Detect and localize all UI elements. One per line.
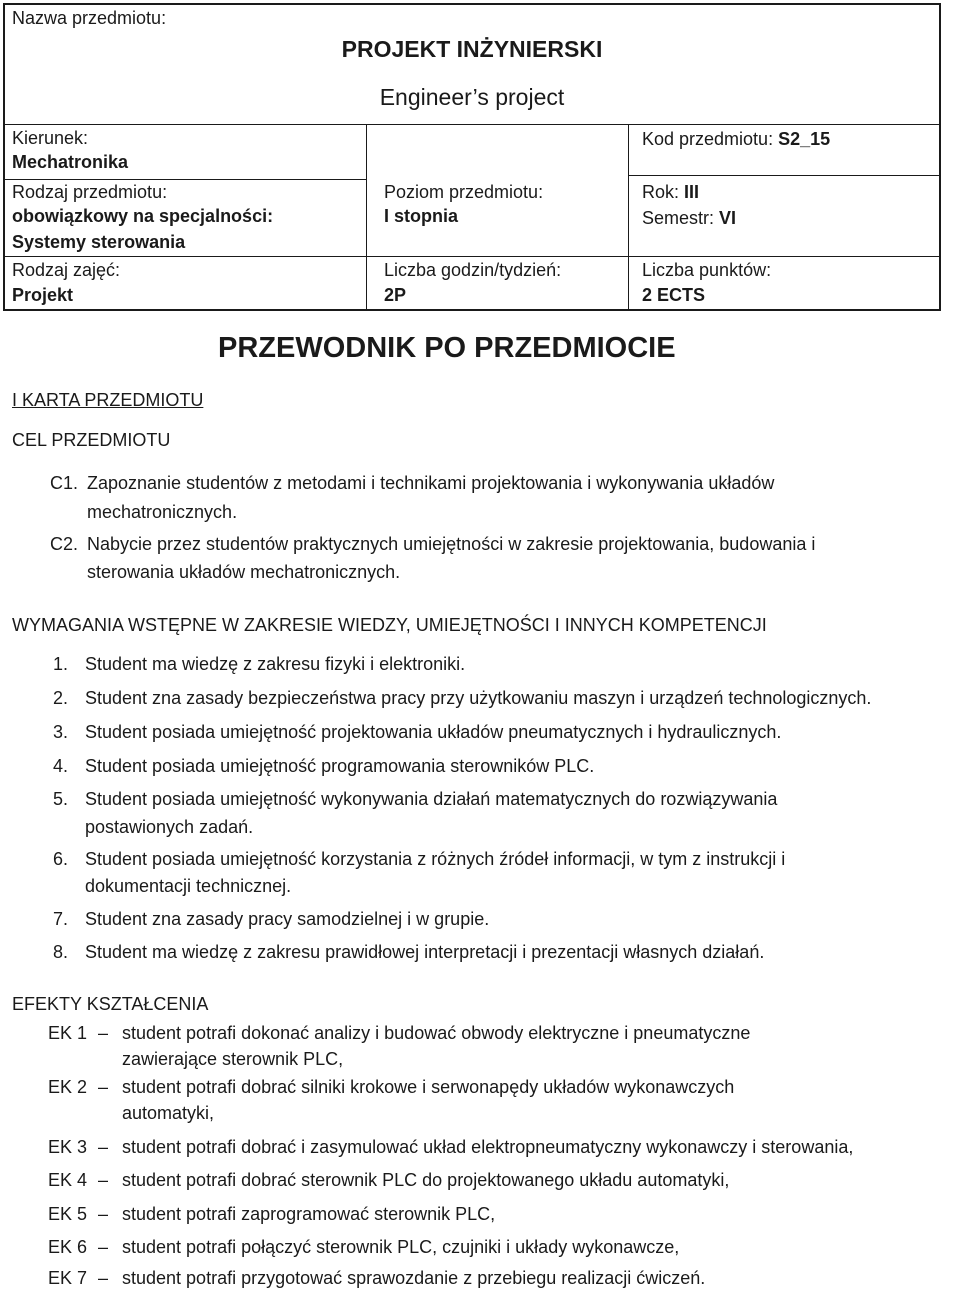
outcome-code: EK 5 (48, 1204, 88, 1224)
semester-value: VI (719, 208, 737, 228)
subject-type-label: Rodzaj przedmiotu: (12, 182, 168, 202)
outcome-code: EK 3 (48, 1137, 88, 1157)
points-label: Liczba punktów: (642, 260, 772, 280)
level-label: Poziom przedmiotu: (384, 182, 544, 202)
goal-id: C2. (50, 534, 79, 554)
goal-text-cont: mechatronicznych. (87, 502, 238, 522)
goal-id: C1. (50, 473, 79, 493)
requirements-title: WYMAGANIA WSTĘPNE W ZAKRESIE WIEDZY, UMIEJĘTNOŚCI I INNYCH KOMPETENCJI (12, 615, 767, 635)
outcome-code: EK 2 (48, 1077, 88, 1097)
course-code-label: Kod przedmiotu: (642, 129, 779, 149)
course-name-label: Nazwa przedmiotu: (12, 8, 167, 28)
outcome-text: student potrafi dobrać silniki krokowe i serwonapędy układów wykonawczych (122, 1077, 735, 1097)
requirement-text: Student zna zasady pracy samodzielnej i w grupie. (85, 909, 490, 929)
outcome-text-cont: automatyki, (122, 1103, 215, 1123)
outcome-text: student potrafi dokonać analizy i budować obwody elektryczne i pneumatyczne (122, 1023, 751, 1043)
requirement-number: 3. (52, 722, 68, 742)
guide-title: PRZEWODNIK PO PRZEDMIOCIE (218, 332, 676, 364)
goal-text: Nabycie przez studentów praktycznych umiejętności w zakresie projektowania, budowania i (87, 534, 816, 554)
requirement-text: Student posiada umiejętność programowania sterowników PLC. (85, 756, 595, 776)
outcome-text-cont: zawierające sterownik PLC, (122, 1049, 344, 1069)
outcome-text: student potrafi zaprogramować sterownik PLC, (122, 1204, 496, 1224)
outcomes-title: EFEKTY KSZTAŁCENIA (12, 994, 209, 1014)
points-value: 2 ECTS (642, 285, 706, 305)
course-code (642, 129, 830, 150)
goal-text: Zapoznanie studentów z metodami i technikami projektowania i wykonywania układów (87, 473, 775, 493)
outcome-code: EK 1 (48, 1023, 88, 1043)
field-label: Kierunek: (12, 128, 89, 148)
outcome-dash: – (98, 1137, 109, 1157)
outcome-dash: – (98, 1170, 109, 1190)
year (642, 182, 699, 203)
requirement-text-cont: postawionych zadań. (85, 817, 254, 837)
requirement-text: Student zna zasady bezpieczeństwa pracy przy użytkowaniu maszyn i urządzeń technologicznych. (85, 688, 872, 708)
requirement-number: 6. (52, 849, 68, 869)
semester (642, 208, 736, 229)
requirement-text: Student ma wiedzę z zakresu prawidłowej interpretacji i prezentacji własnych działań. (85, 942, 765, 962)
goal-text-cont: sterowania układów mechatronicznych. (87, 562, 401, 582)
requirement-number: 2. (52, 688, 68, 708)
hours-value: 2P (384, 285, 407, 305)
requirement-text-cont: dokumentacji technicznej. (85, 876, 292, 896)
field-value: Mechatronika (12, 152, 129, 172)
year-label: Rok: (642, 182, 685, 202)
requirement-number: 8. (52, 942, 68, 962)
course-title-en: Engineer’s project (379, 84, 565, 110)
requirement-number: 7. (52, 909, 68, 929)
outcome-dash: – (98, 1204, 109, 1224)
requirement-text: Student ma wiedzę z zakresu fizyki i elektroniki. (85, 654, 466, 674)
course-code-value: S2_15 (778, 129, 831, 149)
outcome-dash: – (98, 1023, 109, 1043)
outcome-dash: – (98, 1237, 109, 1257)
outcome-text: student potrafi przygotować sprawozdanie z przebiegu realizacji ćwiczeń. (122, 1268, 706, 1288)
outcome-text: student potrafi dobrać i zasymulować układ elektropneumatyczny wykonawczy i sterowania, (122, 1137, 854, 1157)
subject-type-value-2: Systemy sterowania (12, 232, 186, 252)
outcome-code: EK 7 (48, 1268, 88, 1288)
section-goal-title: CEL PRZEDMIOTU (12, 430, 171, 450)
level-value: I stopnia (384, 206, 459, 226)
requirement-number: 5. (52, 789, 68, 809)
outcome-dash: – (98, 1077, 109, 1097)
requirement-text: Student posiada umiejętność projektowania układów pneumatycznych i hydraulicznych. (85, 722, 782, 742)
outcome-code: EK 4 (48, 1170, 88, 1190)
outcome-code: EK 6 (48, 1237, 88, 1257)
requirement-text: Student posiada umiejętność korzystania z różnych źródeł informacji, w tym z instrukcji i (85, 849, 786, 869)
class-type-value: Projekt (12, 285, 74, 305)
section-card-title: I KARTA PRZEDMIOTU (12, 390, 204, 410)
subject-type-value: obowiązkowy na specjalności: (12, 206, 274, 226)
outcome-dash: – (98, 1268, 109, 1288)
requirement-text: Student posiada umiejętność wykonywania działań matematycznych do rozwiązywania (85, 789, 778, 809)
outcome-text: student potrafi połączyć sterownik PLC, czujniki i układy wykonawcze, (122, 1237, 680, 1257)
outcome-text: student potrafi dobrać sterownik PLC do projektowanego układu automatyki, (122, 1170, 730, 1190)
year-value: III (684, 182, 700, 202)
semester-label: Semestr: (642, 208, 720, 228)
class-type-label: Rodzaj zajęć: (12, 260, 121, 280)
hours-label: Liczba godzin/tydzień: (384, 260, 562, 280)
course-title-pl: PROJEKT INŻYNIERSKI (341, 36, 603, 62)
requirement-number: 1. (52, 654, 68, 674)
requirement-number: 4. (52, 756, 68, 776)
